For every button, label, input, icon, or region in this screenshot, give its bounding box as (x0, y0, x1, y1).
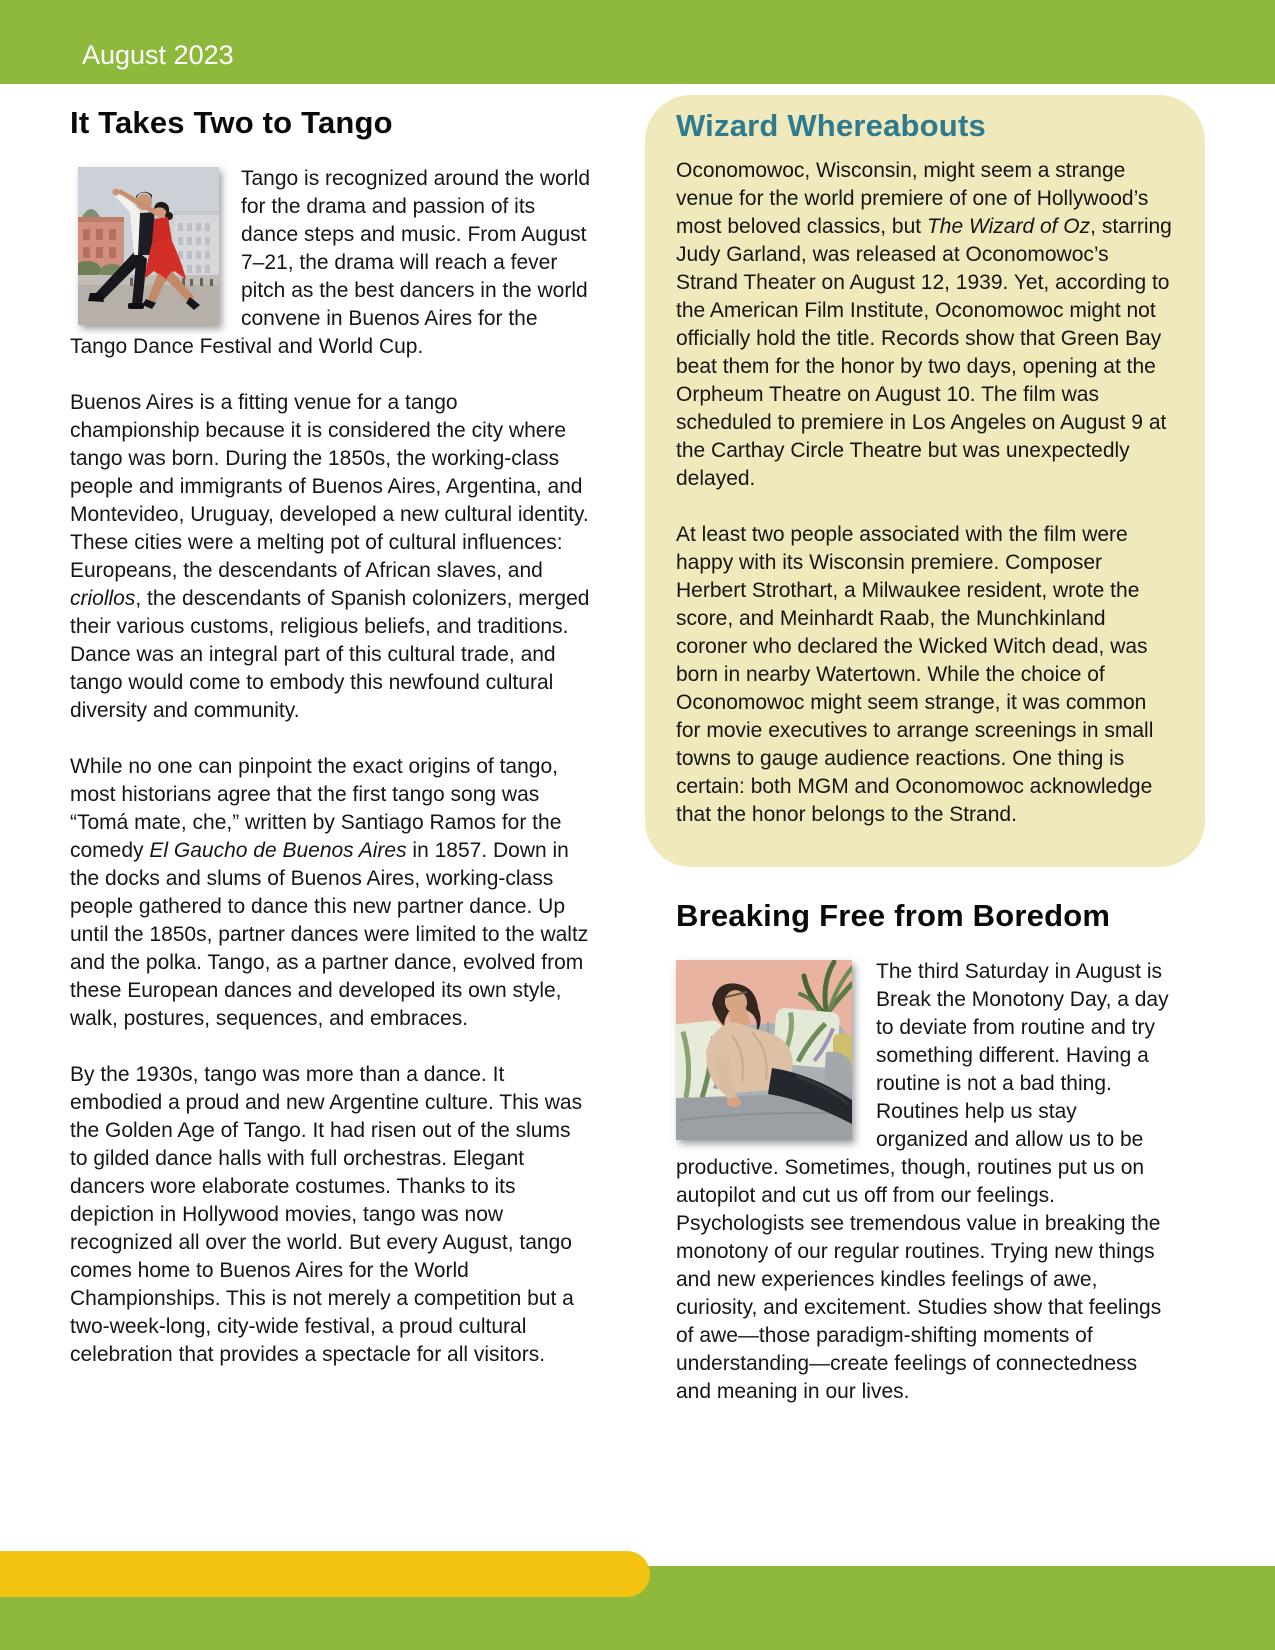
tango-paragraph-2: Buenos Aires is a fitting venue for a tango championship because it is considered the city where tango was born. During the 1850s, the working-class people and immigrants of Buenos Aires, Argentina, and Montevideo, Uruguay, developed a new cultural identity. These cities were a melting pot of cultural influences: Europeans, the descendants of African slaves, and criollos, the descendants of Spanish colonizers, merged their various customs, religious beliefs, and traditions. Dance was an integral part of this cultural trade, and tango would come to embody this newfound cultural diversity and community. (70, 391, 590, 722)
boredom-article-title: Breaking Free from Boredom (676, 898, 1111, 933)
woman-on-couch-photo (676, 960, 852, 1140)
woman-on-couch-illustration (676, 960, 852, 1140)
tango-dancers-illustration (78, 167, 219, 325)
right-column (645, 95, 1205, 1406)
boredom-paragraph-1-text: The third Saturday in August is Break the Monotony Day, a day to deviate from routine and try something different. Having a routine is not a bad thing. Routines help us stay organized and allow us to be productive. Sometimes, though, routines put us on autopilot and cut us off from our feelings. Psychologists see tremendous value in breaking the monotony of our regular routines. Trying new things and new experiences kindles feelings of awe, curiosity, and excitement. Studies show that feelings of awe—those paradigm-shifting moments of understanding—create feelings of connectedness and meaning in our lives. (676, 960, 1169, 1403)
tango-paragraph-4: By the 1930s, tango was more than a dance. It embodied a proud and new Argentine culture. This was the Golden Age of Tango. It had risen out of the slums to gilded dance halls with full orchestras. Elegant dancers wore elaborate costumes. Thanks to its depiction in Hollywood movies, tango was now recognized all over the world. But every August, tango comes home to Buenos Aires for the World Championships. This is not merely a competition but a two-week-long, city-wide festival, a proud cultural celebration that provides a spectacle for all visitors. (70, 1063, 583, 1366)
wizard-whereabouts-box (645, 95, 1205, 867)
tango-article (70, 106, 592, 1369)
tango-dancers-photo (78, 167, 219, 325)
wizard-box-title: Wizard Whereabouts (676, 108, 986, 143)
boredom-paragraph-1 (676, 958, 1172, 1406)
tango-paragraph-3: While no one can pinpoint the exact origins of tango, most historians agree that the first tango song was “Tomá mate, che,” written by Santiago Ramos for the comedy El Gaucho de Buenos Aires in 1857. Down in the docks and slums of Buenos Aires, working-class people gathered to dance this new partner dance. Up until the 1850s, partner dances were limited to the waltz and the polka. Tango, as a partner dance, evolved from these European dances and developed its own style, walk, postures, sequences, and embraces. (70, 755, 589, 1030)
tango-paragraph-1-text: Tango is recognized around the world for the drama and passion of its dance steps and music. From August 7–21, the drama will reach a fever pitch as the best dancers in the world convene in Buenos Aires for the Tango Dance Festival and World Cup. (70, 167, 591, 358)
header-date: August 2023 (82, 40, 234, 70)
tango-paragraph-1 (70, 165, 592, 361)
header-green-bar (0, 0, 1275, 84)
boredom-article (676, 899, 1172, 1406)
wizard-paragraph-1: Oconomowoc, Wisconsin, might seem a strange venue for the world premiere of one of Hollywood’s most beloved classics, but The Wizard of Oz, starring Judy Garland, was released at Oconomowoc’s Strand Theater on August 12, 1939. Yet, according to the American Film Institute, Oconomowoc might not officially hold the title. Records show that Green Bay beat them for the honor by two days, opening at the Orpheum Theatre on August 10. The film was scheduled to premiere in Los Angeles on August 9 at the Carthay Circle Theatre but was unexpectedly delayed. (676, 159, 1172, 490)
footer-gold-bar (0, 1551, 650, 1597)
tango-article-title: It Takes Two to Tango (70, 105, 393, 140)
wizard-paragraph-2: At least two people associated with the film were happy with its Wisconsin premiere. Composer Herbert Strothart, a Milwaukee resident, wrote the score, and Meinhardt Raab, the Munchkinland coroner who declared the Wicked Witch dead, was born in nearby Watertown. While the choice of Oconomowoc might seem strange, it was common for movie executives to arrange screenings in small towns to gauge audience reactions. One thing is certain: both MGM and Oconomowoc acknowledge that the honor belongs to the Strand. (676, 523, 1154, 826)
